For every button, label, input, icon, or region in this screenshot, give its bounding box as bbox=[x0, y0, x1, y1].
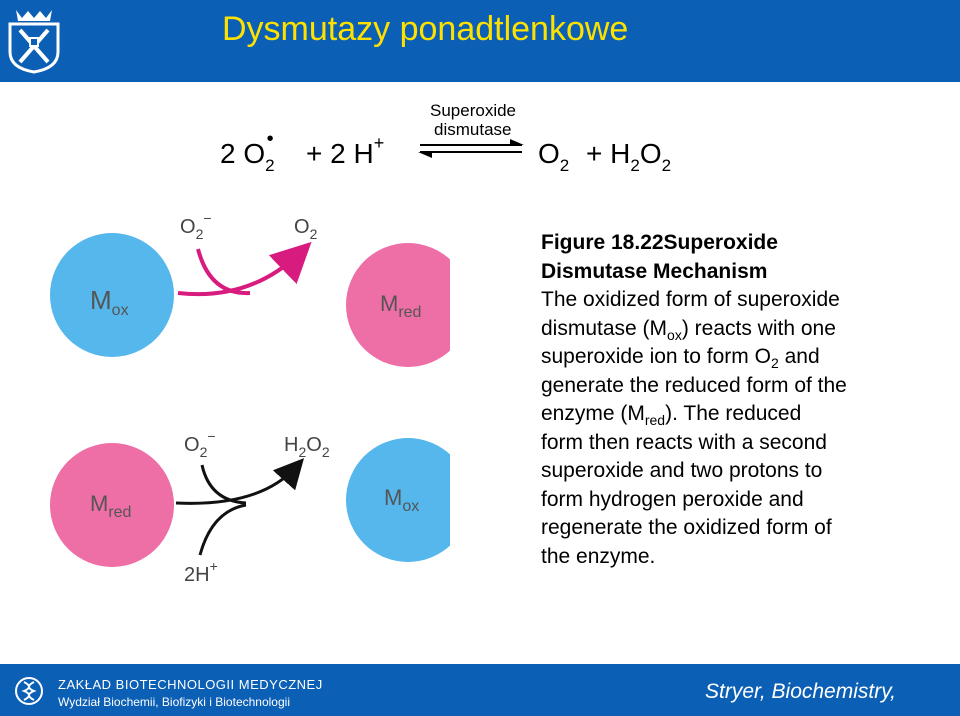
caption-line-10: the enzyme. bbox=[541, 544, 656, 568]
caption-line-3: superoxide ion to form $O_2$ and bbox=[541, 345, 820, 371]
caption-line-5: enzyme $(M_{red})$. The reduced bbox=[541, 402, 802, 428]
footer-bar bbox=[0, 664, 960, 716]
figure-caption bbox=[541, 229, 951, 571]
reactant-protons: + 2 H+ bbox=[306, 133, 385, 169]
superoxide-in-label-bottom: $O_2^-$ bbox=[184, 428, 216, 460]
product-hydrogen-peroxide: + $H_2O_2$ bbox=[586, 138, 672, 175]
faculty-name: Wydział Biochemii, Biofizyki i Biotechnologii bbox=[58, 695, 290, 709]
reduced-enzyme-label-top: $M_{red}$ bbox=[380, 291, 422, 321]
oxygen-out-arrow-top bbox=[178, 253, 300, 294]
oxidized-enzyme-label-top: $M_{ox}$ bbox=[90, 285, 129, 319]
reactant-superoxide: 2 $O_2•$ bbox=[220, 128, 275, 175]
reaction-equation bbox=[210, 96, 710, 191]
peroxide-out-arrow-bottom bbox=[176, 467, 296, 503]
protons-in-arrow-bottom bbox=[200, 505, 246, 555]
header-bar bbox=[0, 0, 960, 82]
caption-line-1: The oxidized form of superoxide bbox=[541, 288, 840, 311]
enzyme-label-line2: dismutase bbox=[434, 120, 512, 139]
caption-line-9: regenerate the oxidized form of bbox=[541, 516, 832, 539]
mechanism-diagram bbox=[50, 205, 450, 600]
caption-title-line2: Dismutase Mechanism bbox=[541, 259, 768, 283]
university-crest-logo bbox=[8, 8, 60, 74]
caption-line-8: form hydrogen peroxide and bbox=[541, 487, 804, 511]
caption-title-line1: Figure 18.22Superoxide bbox=[541, 231, 778, 254]
reverse-arrowhead bbox=[418, 152, 432, 158]
superoxide-in-label-top: $O_2^-$ bbox=[180, 210, 212, 242]
department-logo-icon bbox=[14, 676, 44, 706]
caption-line-2: dismutase $(M_{ox})$ reacts with one bbox=[541, 316, 836, 343]
protons-in-label-bottom: 2H+ bbox=[184, 558, 218, 586]
caption-line-6: form then reacts with a second bbox=[541, 430, 827, 454]
peroxide-out-label-bottom: $H_2O_2$ bbox=[284, 434, 330, 460]
caption-line-4: generate the reduced form of the bbox=[541, 373, 847, 397]
enzyme-label-line1: Superoxide bbox=[430, 101, 517, 120]
product-oxygen: $O_2$ bbox=[538, 138, 570, 175]
oxidized-enzyme-circle-top bbox=[50, 233, 174, 357]
department-name: ZAKŁAD BIOTECHNOLOGII MEDYCZNEJ bbox=[58, 677, 323, 692]
caption-line-7: superoxide and two protons to bbox=[541, 459, 823, 482]
oxygen-out-label-top: $O_2$ bbox=[294, 216, 318, 242]
oxidized-enzyme-label-bottom: $M_{ox}$ bbox=[384, 485, 420, 515]
page-title: Dysmutazy ponadtlenkowe bbox=[222, 10, 629, 48]
reduced-enzyme-label-bottom: $M_{red}$ bbox=[90, 491, 132, 521]
source-credit: Stryer, Biochemistry, bbox=[705, 680, 896, 703]
